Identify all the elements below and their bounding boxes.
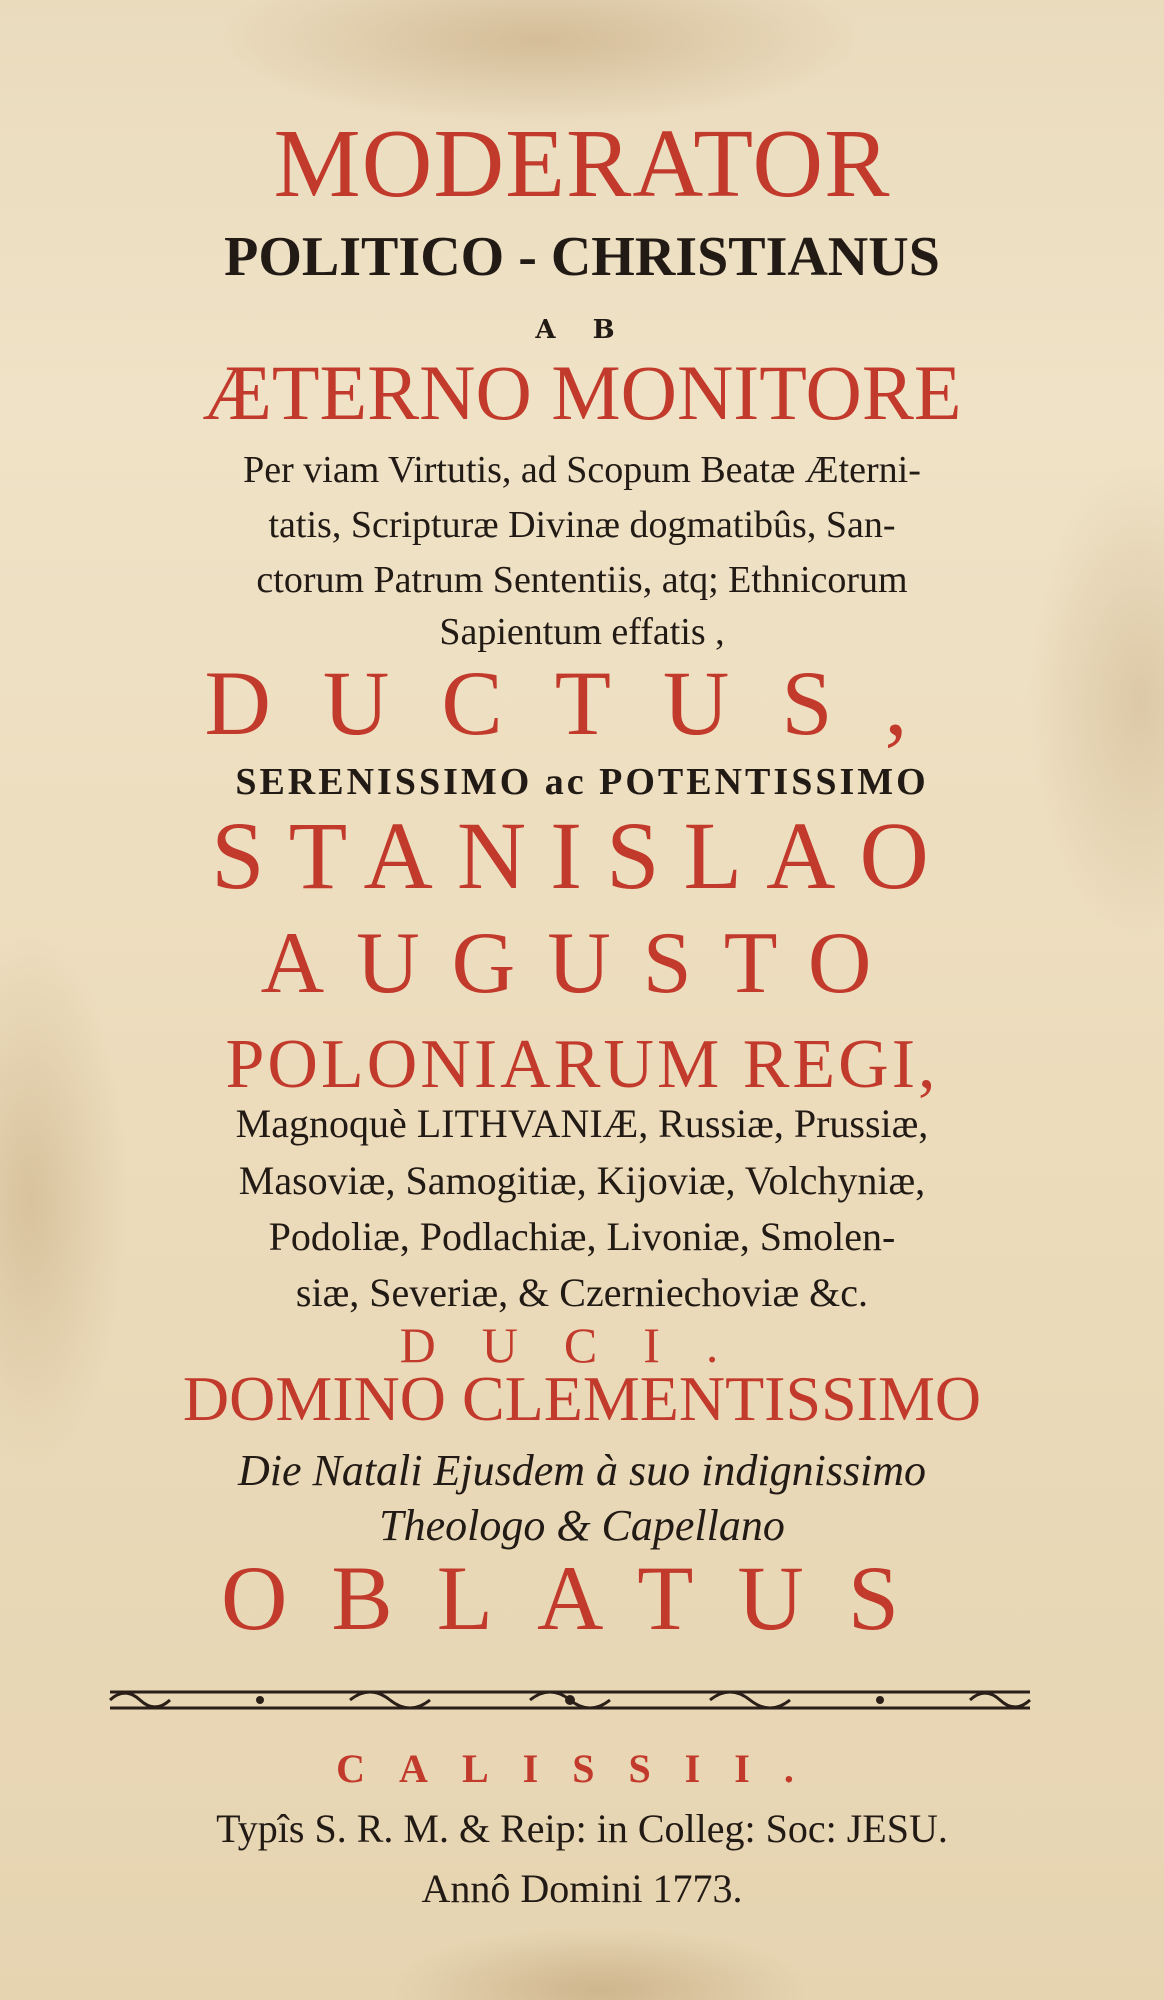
- territory-line: Podoliæ, Podlachiæ, Livoniæ, Smolen-: [268, 1214, 896, 1259]
- territory-line: Magnoquè LITHVANIÆ, Russiæ, Prussiæ,: [235, 1101, 929, 1146]
- stanislao-line: STANISLAO: [211, 802, 953, 909]
- ab-line: A B: [535, 315, 629, 345]
- description-line: Per viam Virtutis, ad Scopum Beatæ Æterni-: [243, 449, 921, 491]
- imprint-place: CALISSII.: [336, 1746, 828, 1791]
- augusto-line: AUGUSTO: [260, 915, 904, 1012]
- poloniarum-regi-line: POLONIARUM REGI,: [225, 1026, 939, 1103]
- dedication-line: Die Natali Ejusdem à suo indignissimo: [237, 1446, 927, 1495]
- serenissimo-line: SERENISSIMO ac POTENTISSIMO: [235, 761, 929, 803]
- book-subtitle: POLITICO - CHRISTIANUS: [224, 226, 940, 288]
- dedication-line: Theologo & Capellano: [379, 1501, 785, 1550]
- domino-clementissimo-line: DOMINO CLEMENTISSIMO: [182, 1363, 982, 1434]
- imprint-printer: Typîs S. R. M. & Reip: in Colleg: Soc: JESU.: [216, 1806, 948, 1851]
- duci-line: DUCI.: [399, 1317, 765, 1373]
- ductus-line: DUCTUS,: [204, 652, 960, 754]
- ornamental-rule-icon: [100, 1680, 1040, 1720]
- territory-line: Masoviæ, Samogitiæ, Kijoviæ, Volchyniæ,: [238, 1158, 926, 1203]
- territory-line: siæ, Severiæ, & Czerniechoviæ &c.: [295, 1270, 869, 1315]
- aeterno-monitore-line: ÆTERNO MONITORE: [202, 349, 962, 436]
- description-line: tatis, Scripturæ Divinæ dogmatibûs, San-: [268, 504, 896, 546]
- book-title: MODERATOR: [273, 110, 891, 218]
- oblatus-line: OBLATUS: [220, 1547, 944, 1649]
- description-line: Sapientum effatis ,: [439, 611, 725, 653]
- imprint-year: Annô Domini 1773.: [421, 1866, 743, 1911]
- description-line: ctorum Patrum Sententiis, atq; Ethnicorum: [256, 559, 908, 601]
